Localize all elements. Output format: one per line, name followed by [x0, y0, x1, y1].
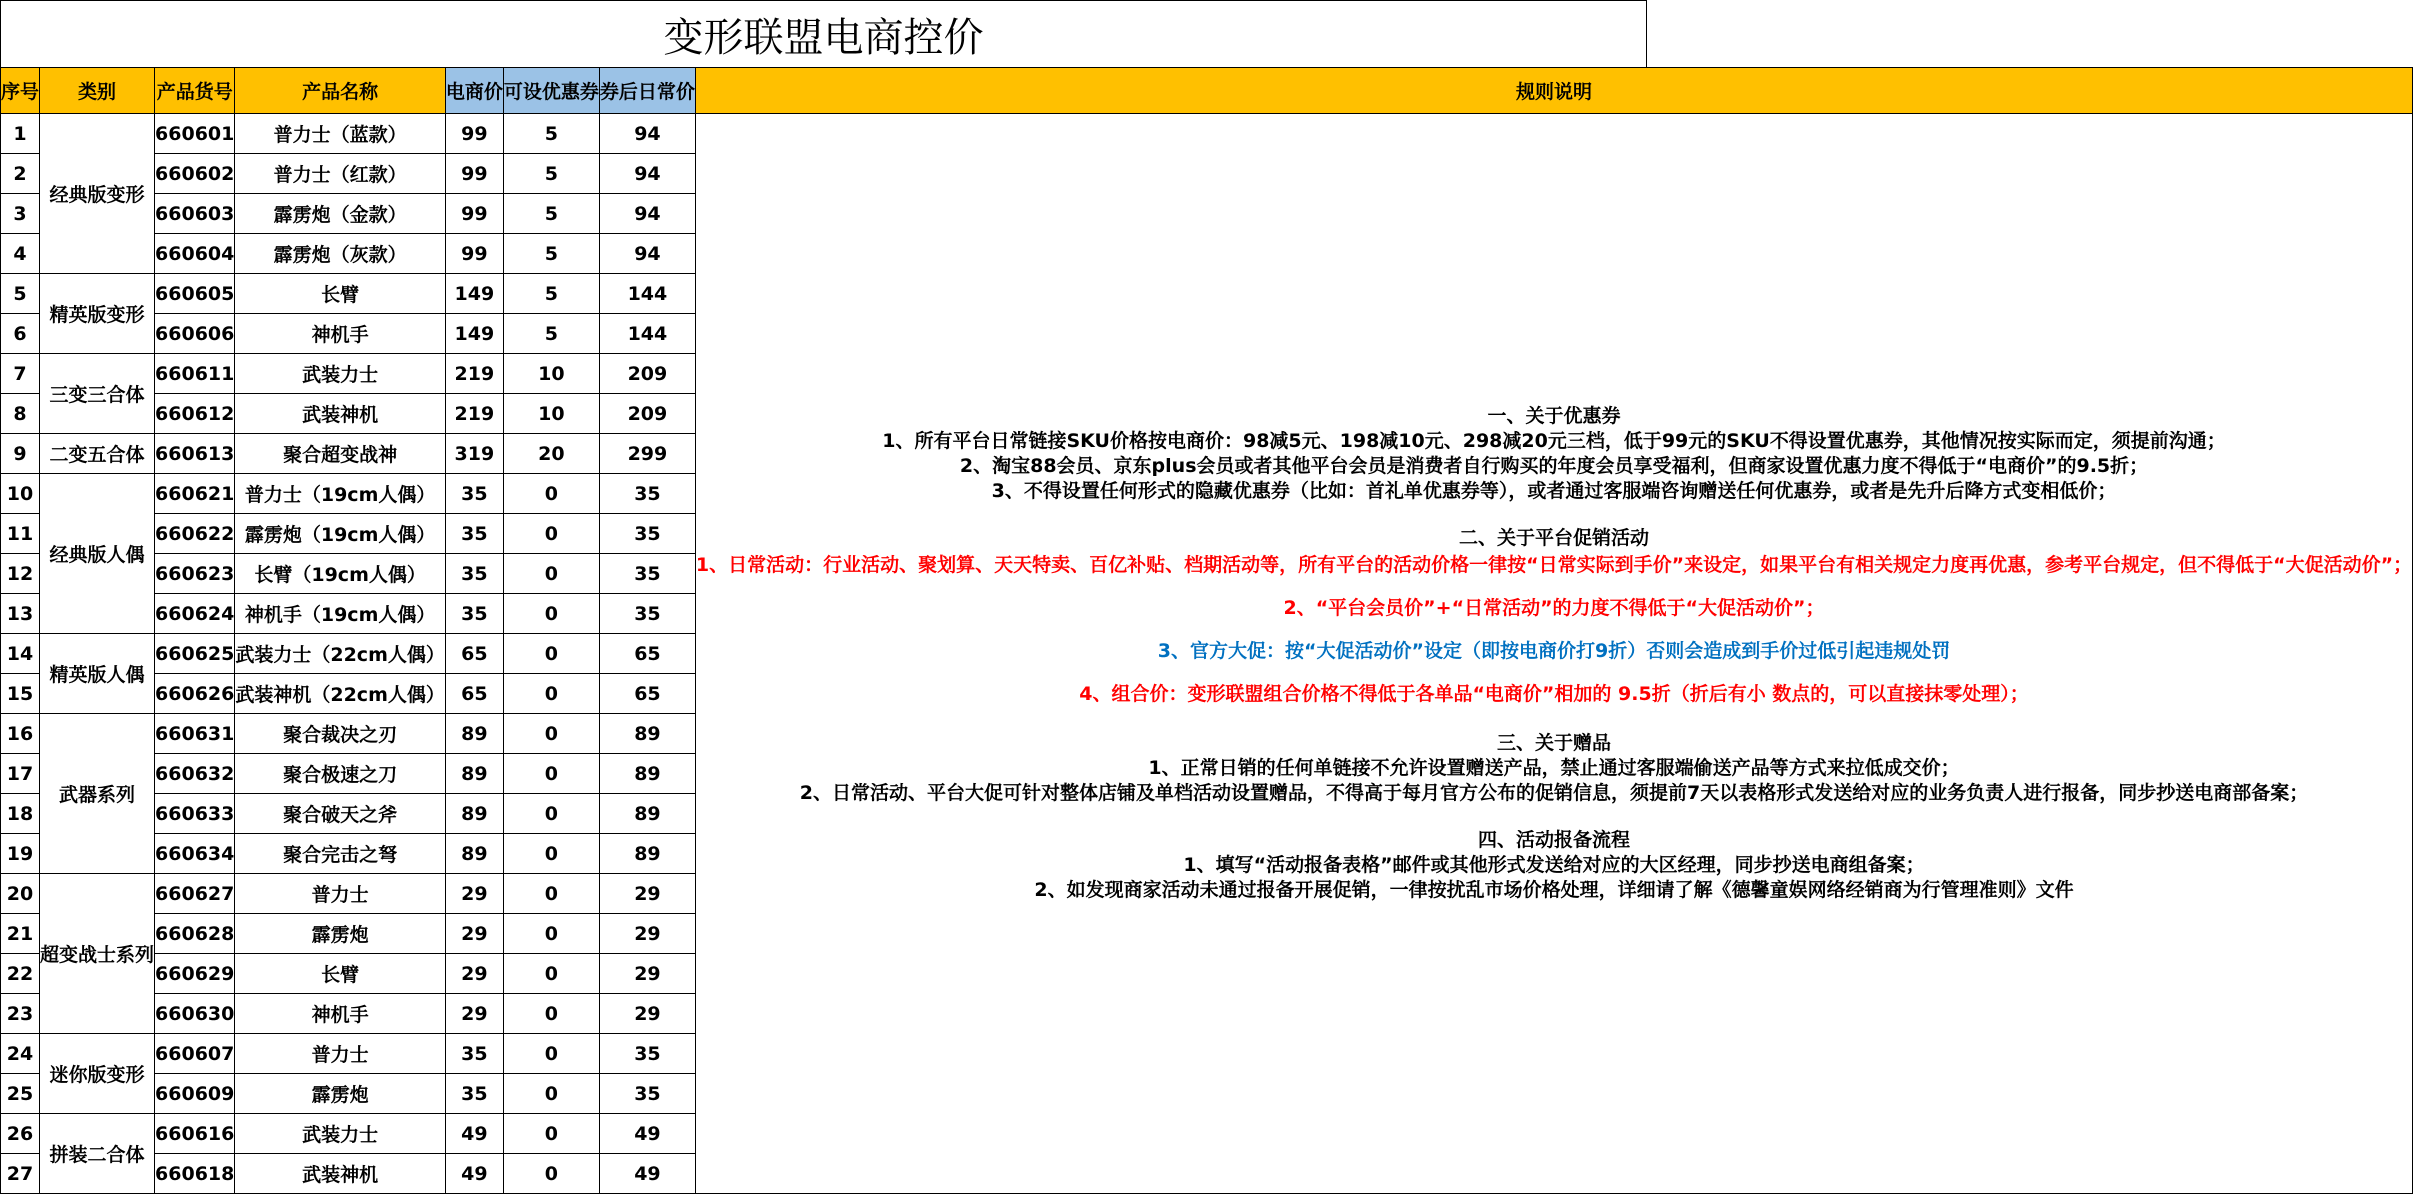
- cell-after-price: 35: [599, 1034, 695, 1074]
- cell-name: 神机手: [235, 994, 446, 1034]
- cell-category: 拼装二合体: [40, 1114, 155, 1194]
- price-table: [0, 67, 2413, 1194]
- cell-name: 武装力士: [235, 1114, 446, 1154]
- cell-after-price: 94: [599, 154, 695, 194]
- cell-coupon: 0: [503, 514, 599, 554]
- cell-coupon: 0: [503, 754, 599, 794]
- cell-coupon: 0: [503, 834, 599, 874]
- cell-seq: 2: [1, 154, 40, 194]
- cell-name: 聚合极速之刀: [235, 754, 446, 794]
- cell-code: 660634: [155, 834, 235, 874]
- cell-price: 99: [445, 194, 503, 234]
- cell-category: 二变五合体: [40, 434, 155, 474]
- cell-coupon: 5: [503, 154, 599, 194]
- cell-after-price: 94: [599, 194, 695, 234]
- cell-name: 武装神机: [235, 394, 446, 434]
- cell-coupon: 5: [503, 274, 599, 314]
- cell-coupon: 0: [503, 874, 599, 914]
- cell-coupon: 5: [503, 234, 599, 274]
- cell-price: 29: [445, 874, 503, 914]
- rules-content: [696, 404, 2412, 903]
- header-name: 产品名称: [235, 68, 446, 114]
- header-seq: 序号: [1, 68, 40, 114]
- cell-price: 89: [445, 834, 503, 874]
- cell-code: 660611: [155, 354, 235, 394]
- rules-s2-title: 二、关于平台促销活动: [1459, 527, 1650, 549]
- cell-name: 普力士（蓝款）: [235, 114, 446, 154]
- cell-name: 聚合超变战神: [235, 434, 446, 474]
- cell-seq: 3: [1, 194, 40, 234]
- cell-price: 35: [445, 1074, 503, 1114]
- cell-after-price: 144: [599, 314, 695, 354]
- rules-s3-title: 三、关于赠品: [1497, 732, 1612, 754]
- sheet-title: 变形联盟电商控价: [0, 0, 1647, 68]
- cell-after-price: 35: [599, 474, 695, 514]
- cell-name: 武装神机: [235, 1154, 446, 1194]
- cell-name: 普力士: [235, 1034, 446, 1074]
- cell-code: 660612: [155, 394, 235, 434]
- header-after-price: 券后日常价: [599, 68, 695, 114]
- cell-coupon: 0: [503, 794, 599, 834]
- cell-seq: 7: [1, 354, 40, 394]
- cell-code: 660627: [155, 874, 235, 914]
- cell-after-price: 35: [599, 1074, 695, 1114]
- cell-coupon: 0: [503, 1034, 599, 1074]
- cell-name: 武装力士（22cm人偶）: [235, 634, 446, 674]
- cell-price: 149: [445, 314, 503, 354]
- cell-name: 聚合裁决之刃: [235, 714, 446, 754]
- cell-seq: 20: [1, 874, 40, 914]
- rules-s2-p3: 3、官方大促：按“大促活动价”设定（即按电商价打9折）否则会造成到手价过低引起违规处罚: [1157, 640, 1951, 662]
- cell-price: 65: [445, 674, 503, 714]
- header-row: [1, 68, 2413, 114]
- cell-seq: 12: [1, 554, 40, 594]
- cell-category: 精英版变形: [40, 274, 155, 354]
- cell-code: 660609: [155, 1074, 235, 1114]
- cell-after-price: 49: [599, 1114, 695, 1154]
- cell-code: 660621: [155, 474, 235, 514]
- cell-after-price: 29: [599, 914, 695, 954]
- cell-coupon: 0: [503, 954, 599, 994]
- cell-after-price: 209: [599, 394, 695, 434]
- cell-price: 29: [445, 914, 503, 954]
- cell-name: 长臂: [235, 954, 446, 994]
- rules-s4-p2: 2、如发现商家活动未通过报备开展促销，一律按扰乱市场价格处理，详细请了解《德馨童娱网络经销商为行管理准则》文件: [1034, 879, 2074, 901]
- cell-after-price: 144: [599, 274, 695, 314]
- cell-code: 660604: [155, 234, 235, 274]
- cell-seq: 6: [1, 314, 40, 354]
- cell-seq: 16: [1, 714, 40, 754]
- cell-after-price: 94: [599, 234, 695, 274]
- cell-after-price: 299: [599, 434, 695, 474]
- cell-seq: 10: [1, 474, 40, 514]
- cell-coupon: 5: [503, 114, 599, 154]
- cell-after-price: 209: [599, 354, 695, 394]
- cell-category: 迷你版变形: [40, 1034, 155, 1114]
- cell-seq: 15: [1, 674, 40, 714]
- cell-after-price: 89: [599, 794, 695, 834]
- cell-name: 普力士: [235, 874, 446, 914]
- cell-after-price: 65: [599, 674, 695, 714]
- cell-category: 超变战士系列: [40, 874, 155, 1034]
- cell-coupon: 0: [503, 594, 599, 634]
- cell-name: 神机手: [235, 314, 446, 354]
- cell-coupon: 0: [503, 554, 599, 594]
- cell-price: 219: [445, 354, 503, 394]
- cell-price: 89: [445, 714, 503, 754]
- cell-seq: 5: [1, 274, 40, 314]
- cell-after-price: 29: [599, 874, 695, 914]
- rules-s2-p1: 1、日常活动：行业活动、聚划算、天天特卖、百亿补贴、档期活动等，所有平台的活动价格一律按“日常实际到手价”来设定，如果平台有相关规定力度再优惠，参考平台规定，但不得低于“大促活动价”；: [695, 554, 2413, 576]
- cell-coupon: 0: [503, 474, 599, 514]
- header-code: 产品货号: [155, 68, 235, 114]
- rules-s4-title: 四、活动报备流程: [1478, 829, 1631, 851]
- cell-coupon: 0: [503, 1154, 599, 1194]
- cell-code: 660618: [155, 1154, 235, 1194]
- cell-coupon: 10: [503, 354, 599, 394]
- rules-s3-p1: 1、正常日销的任何单链接不允许设置赠送产品，禁止通过客服端偷送产品等方式来拉低成交价；: [1148, 757, 1960, 779]
- cell-coupon: 5: [503, 314, 599, 354]
- rules-s3-p2: 2、日常活动、平台大促可针对整体店铺及单档活动设置赠品，不得高于每月官方公布的促销信息，须提前7天以表格形式发送给对应的业务负责人进行报备，同步抄送电商部备案；: [799, 782, 2309, 804]
- cell-code: 660623: [155, 554, 235, 594]
- cell-category: 精英版人偶: [40, 634, 155, 714]
- cell-coupon: 0: [503, 1114, 599, 1154]
- cell-coupon: 10: [503, 394, 599, 434]
- cell-after-price: 89: [599, 714, 695, 754]
- cell-name: 霹雳炮: [235, 914, 446, 954]
- cell-name: 霹雳炮: [235, 1074, 446, 1114]
- cell-code: 660622: [155, 514, 235, 554]
- cell-name: 霹雳炮（金款）: [235, 194, 446, 234]
- header-coupon: 可设优惠券: [503, 68, 599, 114]
- cell-seq: 4: [1, 234, 40, 274]
- cell-price: 35: [445, 514, 503, 554]
- cell-name: 普力士（19cm人偶）: [235, 474, 446, 514]
- cell-after-price: 89: [599, 834, 695, 874]
- cell-coupon: 0: [503, 914, 599, 954]
- cell-coupon: 20: [503, 434, 599, 474]
- rules-s1-p1: 1、所有平台日常链接SKU价格按电商价：98减5元、198减10元、298减20元三档，低于99元的SKU不得设置优惠券，其他情况按实际而定，须提前沟通；: [882, 430, 2226, 452]
- cell-code: 660626: [155, 674, 235, 714]
- cell-code: 660628: [155, 914, 235, 954]
- cell-name: 武装力士: [235, 354, 446, 394]
- rules-s1-p3: 3、不得设置任何形式的隐藏优惠券（比如：首礼单优惠券等），或者通过客服端咨询赠送任何优惠券，或者是先升后降方式变相低价；: [991, 480, 2117, 502]
- cell-after-price: 29: [599, 994, 695, 1034]
- cell-code: 660631: [155, 714, 235, 754]
- header-price: 电商价: [445, 68, 503, 114]
- rules-s1-title: 一、关于优惠券: [1487, 405, 1621, 427]
- cell-name: 聚合完击之弩: [235, 834, 446, 874]
- cell-seq: 24: [1, 1034, 40, 1074]
- cell-price: 219: [445, 394, 503, 434]
- cell-name: 霹雳炮（19cm人偶）: [235, 514, 446, 554]
- cell-category: 武器系列: [40, 714, 155, 874]
- table-row: [1, 114, 2413, 154]
- cell-price: 89: [445, 794, 503, 834]
- cell-code: 660601: [155, 114, 235, 154]
- cell-price: 49: [445, 1154, 503, 1194]
- cell-name: 神机手（19cm人偶）: [235, 594, 446, 634]
- cell-price: 35: [445, 1034, 503, 1074]
- cell-seq: 13: [1, 594, 40, 634]
- cell-code: 660633: [155, 794, 235, 834]
- cell-coupon: 5: [503, 194, 599, 234]
- rules-s1-p2: 2、淘宝88会员、京东plus会员或者其他平台会员是消费者自行购买的年度会员享受福利，但商家设置优惠力度不得低于“电商价”的9.5折；: [959, 455, 2149, 477]
- cell-code: 660603: [155, 194, 235, 234]
- cell-seq: 14: [1, 634, 40, 674]
- cell-code: 660629: [155, 954, 235, 994]
- cell-coupon: 0: [503, 674, 599, 714]
- cell-name: 普力士（红款）: [235, 154, 446, 194]
- cell-price: 29: [445, 954, 503, 994]
- cell-name: 聚合破天之斧: [235, 794, 446, 834]
- cell-code: 660624: [155, 594, 235, 634]
- cell-seq: 19: [1, 834, 40, 874]
- cell-coupon: 0: [503, 994, 599, 1034]
- cell-after-price: 65: [599, 634, 695, 674]
- cell-code: 660605: [155, 274, 235, 314]
- cell-code: 660632: [155, 754, 235, 794]
- header-rules: 规则说明: [695, 68, 2412, 114]
- cell-price: 29: [445, 994, 503, 1034]
- cell-category: 经典版变形: [40, 114, 155, 274]
- cell-price: 99: [445, 114, 503, 154]
- cell-after-price: 89: [599, 754, 695, 794]
- cell-after-price: 35: [599, 554, 695, 594]
- rules-s2-p2: 2、“平台会员价”+“日常活动”的力度不得低于“大促活动价”；: [1283, 597, 1825, 619]
- cell-price: 89: [445, 754, 503, 794]
- cell-seq: 21: [1, 914, 40, 954]
- cell-seq: 9: [1, 434, 40, 474]
- cell-name: 长臂（19cm人偶）: [235, 554, 446, 594]
- header-category: 类别: [40, 68, 155, 114]
- cell-code: 660616: [155, 1114, 235, 1154]
- cell-code: 660613: [155, 434, 235, 474]
- cell-price: 99: [445, 154, 503, 194]
- cell-seq: 8: [1, 394, 40, 434]
- cell-after-price: 35: [599, 514, 695, 554]
- cell-coupon: 0: [503, 1074, 599, 1114]
- cell-code: 660606: [155, 314, 235, 354]
- cell-seq: 27: [1, 1154, 40, 1194]
- cell-seq: 26: [1, 1114, 40, 1154]
- cell-category: 三变三合体: [40, 354, 155, 434]
- cell-price: 35: [445, 594, 503, 634]
- cell-after-price: 29: [599, 954, 695, 994]
- rules-cell: [695, 114, 2412, 1194]
- cell-name: 武装神机（22cm人偶）: [235, 674, 446, 714]
- rules-s4-p1: 1、填写“活动报备表格”邮件或其他形式发送给对应的大区经理，同步抄送电商组备案；: [1183, 854, 1925, 876]
- cell-code: 660602: [155, 154, 235, 194]
- cell-seq: 17: [1, 754, 40, 794]
- cell-seq: 23: [1, 994, 40, 1034]
- cell-price: 35: [445, 474, 503, 514]
- cell-coupon: 0: [503, 634, 599, 674]
- cell-category: 经典版人偶: [40, 474, 155, 634]
- cell-code: 660630: [155, 994, 235, 1034]
- cell-after-price: 94: [599, 114, 695, 154]
- cell-name: 霹雳炮（灰款）: [235, 234, 446, 274]
- cell-seq: 11: [1, 514, 40, 554]
- cell-price: 319: [445, 434, 503, 474]
- cell-seq: 22: [1, 954, 40, 994]
- cell-price: 35: [445, 554, 503, 594]
- cell-seq: 25: [1, 1074, 40, 1114]
- cell-price: 65: [445, 634, 503, 674]
- cell-price: 149: [445, 274, 503, 314]
- cell-price: 49: [445, 1114, 503, 1154]
- cell-after-price: 49: [599, 1154, 695, 1194]
- cell-coupon: 0: [503, 714, 599, 754]
- cell-seq: 18: [1, 794, 40, 834]
- cell-seq: 1: [1, 114, 40, 154]
- cell-code: 660607: [155, 1034, 235, 1074]
- cell-price: 99: [445, 234, 503, 274]
- cell-after-price: 35: [599, 594, 695, 634]
- rules-s2-p4: 4、组合价：变形联盟组合价格不得低于各单品“电商价”相加的 9.5折（折后有小 数点的，可以直接抹零处理）；: [1079, 683, 2029, 705]
- cell-code: 660625: [155, 634, 235, 674]
- cell-name: 长臂: [235, 274, 446, 314]
